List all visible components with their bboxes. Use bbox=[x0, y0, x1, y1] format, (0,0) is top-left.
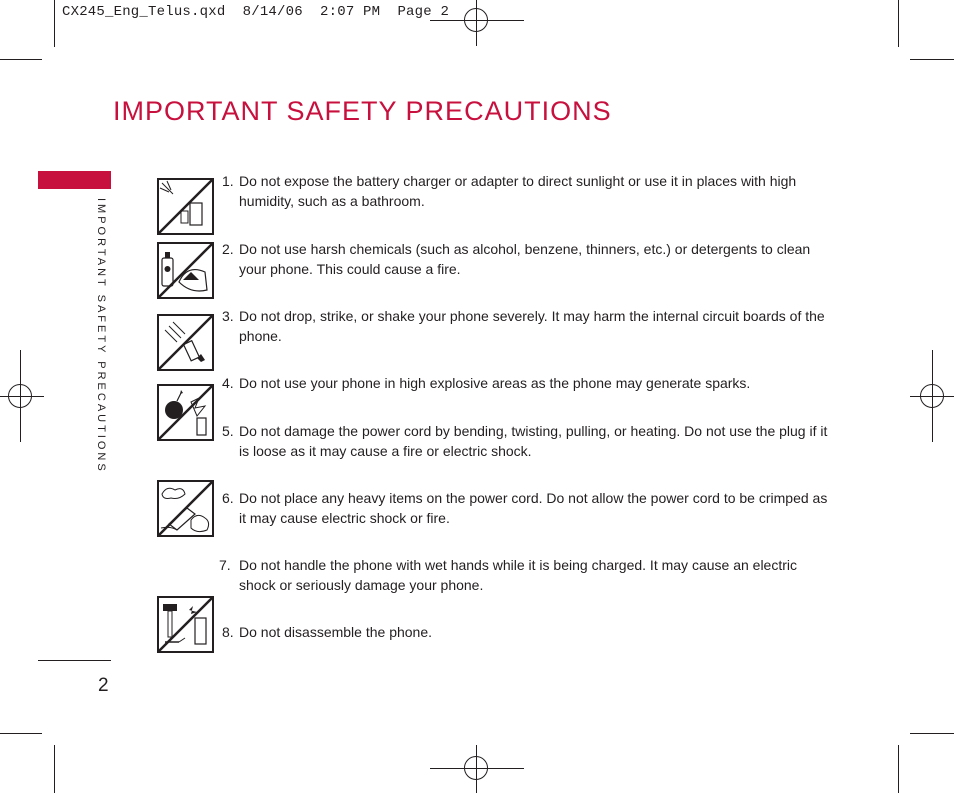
item-text: Do not disassemble the phone. bbox=[239, 624, 433, 640]
crop-mark bbox=[910, 59, 954, 60]
precaution-item-5 bbox=[222, 421, 837, 461]
crop-mark bbox=[898, 745, 899, 793]
item-text: Do not expose the battery charger or adapter to direct sunlight or use it in places with high humidity, such as a bathroom. bbox=[239, 173, 797, 209]
crop-mark bbox=[0, 733, 42, 734]
item-text: Do not place any heavy items on the power cord. Do not allow the power cord to be crimped as it may cause electric shock or fire. bbox=[239, 490, 828, 526]
sun-phone-prohibited-icon bbox=[157, 178, 214, 235]
explosive-bomb-prohibited-icon bbox=[157, 384, 214, 441]
precaution-item-1 bbox=[222, 171, 837, 211]
item-text: Do not use harsh chemicals (such as alcohol, benzene, thinners, etc.) or detergents to clean your phone. This could cause a fire. bbox=[239, 241, 811, 277]
crop-mark bbox=[54, 0, 55, 47]
crop-mark bbox=[0, 59, 42, 60]
registration-circle bbox=[464, 8, 488, 32]
page-title: IMPORTANT SAFETY PRECAUTIONS bbox=[113, 96, 612, 126]
item-text: Do not handle the phone with wet hands while it is being charged. It may cause an electric shock or seriously damage your phone. bbox=[239, 557, 797, 593]
phone-drop-prohibited-icon bbox=[157, 314, 214, 371]
item-number: 5. bbox=[222, 423, 234, 439]
disassemble-tools-prohibited-icon bbox=[157, 596, 214, 653]
precaution-item-6 bbox=[222, 488, 837, 528]
precaution-item-3 bbox=[222, 306, 837, 346]
precaution-item-4 bbox=[222, 373, 837, 393]
item-number: 6. bbox=[222, 490, 234, 506]
precaution-item-2 bbox=[222, 239, 837, 279]
crop-mark bbox=[898, 0, 899, 47]
item-number: 1. bbox=[222, 173, 234, 189]
heavy-items-cord-prohibited-icon bbox=[157, 480, 214, 537]
registration-circle bbox=[8, 384, 32, 408]
item-number: 2. bbox=[222, 241, 234, 257]
footer-rule bbox=[38, 660, 111, 661]
item-text: Do not damage the power cord by bending, twisting, pulling, or heating. Do not use the plug if it is loose as it may cause a fire or electric shock. bbox=[239, 423, 828, 459]
item-number: 4. bbox=[222, 375, 234, 391]
item-number: 8. bbox=[222, 624, 234, 640]
crop-mark bbox=[910, 733, 954, 734]
item-text: Do not drop, strike, or shake your phone severely. It may harm the internal circuit boards of the phone. bbox=[239, 308, 825, 344]
page-number: 2 bbox=[98, 675, 109, 696]
section-tab-bar bbox=[38, 171, 111, 189]
item-number: 7. bbox=[219, 557, 231, 573]
registration-circle bbox=[920, 384, 944, 408]
crop-mark bbox=[54, 745, 55, 793]
chemical-spray-prohibited-icon bbox=[157, 242, 214, 299]
section-tab-label: IMPORTANT SAFETY PRECAUTIONS bbox=[95, 198, 107, 474]
precaution-item-8 bbox=[222, 622, 837, 642]
item-number: 3. bbox=[222, 308, 234, 324]
registration-circle bbox=[464, 756, 488, 780]
printer-slug: CX245_Eng_Telus.qxd 8/14/06 2:07 PM Page 2 bbox=[62, 4, 450, 20]
precaution-item-7 bbox=[219, 555, 837, 595]
item-text: Do not use your phone in high explosive areas as the phone may generate sparks. bbox=[239, 375, 751, 391]
